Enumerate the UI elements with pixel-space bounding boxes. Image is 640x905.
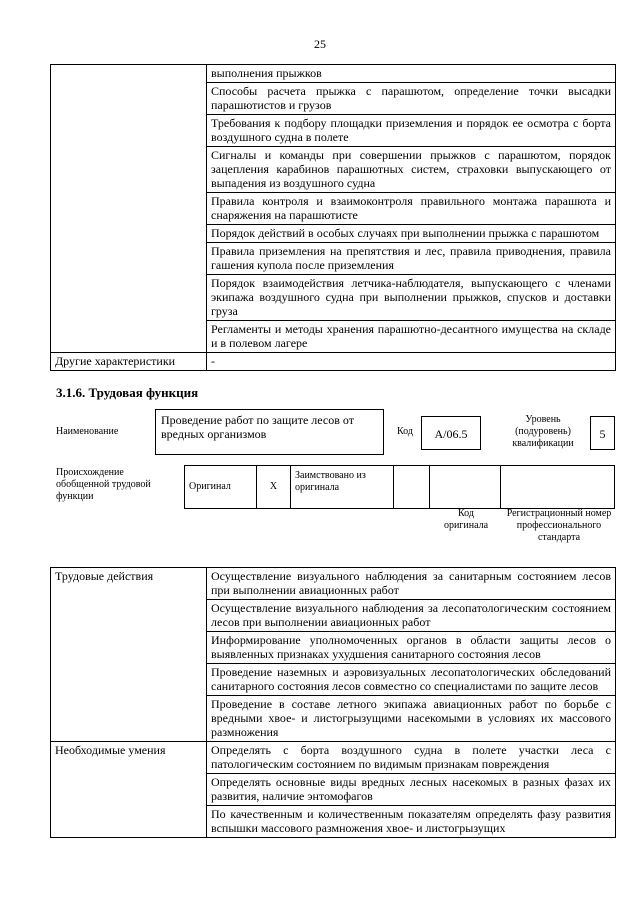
table-cell: Требования к подбору площадки приземления и порядок ее осмотра с борта воздушного судна в полете (207, 115, 616, 147)
table-cell: Правила приземления на препятствия и лес, правила приводнения, правила гашения купола после приземления (207, 243, 616, 275)
level-label: Уровень (подуровень) квалификации (512, 414, 574, 449)
table-row (51, 742, 616, 774)
code-original-label: Код оригинала (443, 508, 489, 531)
table-cell: Регламенты и методы хранения парашютно-десантного имущества на складе и в полевом лагере (207, 321, 616, 353)
origin-label: Происхождение обобщенной трудовой функции (56, 467, 151, 502)
level-value-box: 5 (590, 416, 615, 450)
table-row (51, 568, 616, 600)
code-value-box: A/06.5 (421, 416, 481, 450)
table-cell: Порядок действий в особых случаях при выполнении прыжка с парашютом (207, 225, 616, 243)
table-cell: Проведение наземных и аэровизуальных лесопатологических обследований санитарного состояния лесов совместно со специалистами по защите лесов (207, 664, 616, 696)
original-label: Оригинал (185, 466, 257, 509)
reg-number-cell (501, 466, 615, 509)
knowledge-table (50, 64, 616, 371)
table-cell: Правила контроля и взаимоконтроля правильного монтажа парашюта и снаряжения на парашютисте (207, 193, 616, 225)
table-cell: Определять основные виды вредных лесных насекомых в разных фазах их развития, наличие энтомофагов (207, 774, 616, 806)
other-characteristics-label: Другие характеристики (51, 353, 207, 371)
table-cell: Осуществление визуального наблюдения за санитарным состоянием лесов при выполнении авиационных работ (207, 568, 616, 600)
table-cell: Сигналы и команды при совершении прыжков с парашютом, порядок зацепления карабинов парашютных систем, страховки выпускающего от выпадения из воздушного судна (207, 147, 616, 193)
table-cell: По качественным и количественным показателям определять фазу развития вспышки массового размножения хвое- и листогрызущих (207, 806, 616, 838)
origin-row (185, 466, 615, 509)
other-characteristics-value: - (207, 353, 616, 371)
labor-actions-table (50, 567, 616, 838)
labor-actions-label: Трудовые действия (51, 568, 207, 742)
table-cell: Осуществление визуального наблюдения за лесопатологическим состоянием лесов при выполнении авиационных работ (207, 600, 616, 632)
table-cell: Способы расчета прыжка с парашютом, определение точки высадки парашютистов и грузов (207, 83, 616, 115)
code-original-cell (430, 466, 501, 509)
code-label: Код (397, 426, 413, 437)
borrowed-mark-cell (394, 466, 430, 509)
origin-table (184, 465, 615, 509)
table-row (51, 353, 616, 371)
function-name-box: Проведение работ по защите лесов от вредных организмов (155, 409, 384, 455)
table-row (51, 65, 616, 83)
borrowed-label: Заимствовано из оригинала (291, 466, 394, 509)
name-label: Наименование (56, 426, 119, 437)
table-cell: выполнения прыжков (207, 65, 616, 83)
original-mark: X (257, 466, 291, 509)
table-cell: Определять с борта воздушного судна в полете участки леса с патологическим состоянием по видимым признакам повреждения (207, 742, 616, 774)
section-title: 3.1.6. Трудовая функция (56, 385, 199, 400)
table-cell: Проведение в составе летного экипажа авиационных работ по борьбе с вредными хвое- и листогрызущими насекомыми в условиях их массового размножения (207, 696, 616, 742)
reg-number-label: Регистрационный номер профессионального стандарта (506, 508, 612, 543)
table-cell: Информирование уполномоченных органов в области защиты лесов о выявленных признаках ухудшения санитарного состояния лесов (207, 632, 616, 664)
row-label-empty (51, 65, 207, 353)
page-number: 25 (314, 37, 326, 51)
required-skills-label: Необходимые умения (51, 742, 207, 838)
table-cell: Порядок взаимодействия летчика-наблюдателя, выпускающего с членами экипажа воздушного судна при выполнении прыжков, спусков и доставки груза (207, 275, 616, 321)
